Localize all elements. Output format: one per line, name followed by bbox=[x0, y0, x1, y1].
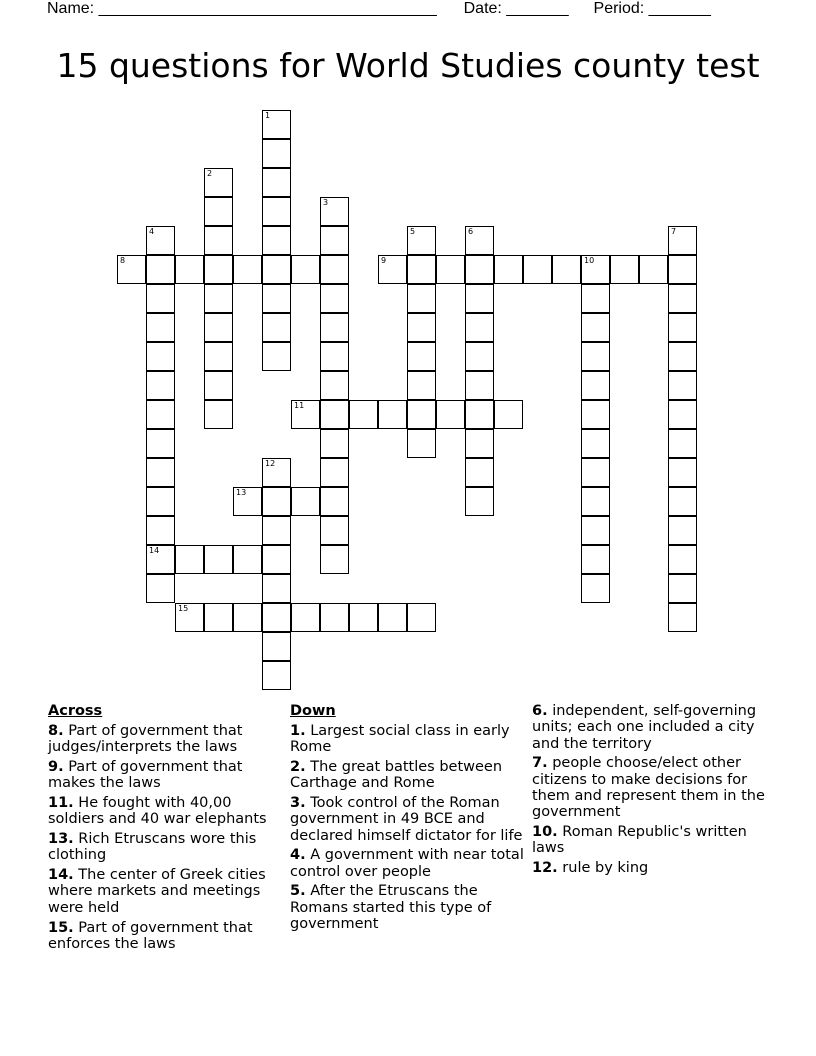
crossword-cell[interactable] bbox=[320, 342, 349, 371]
crossword-cell[interactable] bbox=[668, 255, 697, 284]
clue-text: independent, self-governing units; each one included a city and the territory bbox=[532, 703, 757, 752]
crossword-cell[interactable] bbox=[146, 226, 175, 255]
crossword-cell[interactable] bbox=[581, 313, 610, 342]
crossword-cell[interactable] bbox=[146, 284, 175, 313]
crossword-cell[interactable] bbox=[320, 487, 349, 516]
down-clues-col1 bbox=[290, 703, 525, 932]
period-field[interactable]: Period: _______ bbox=[593, 0, 711, 17]
crossword-cell[interactable] bbox=[465, 284, 494, 313]
crossword-cell[interactable] bbox=[407, 313, 436, 342]
crossword-cell[interactable] bbox=[233, 545, 262, 574]
crossword-cell[interactable] bbox=[668, 574, 697, 603]
crossword-cell[interactable] bbox=[407, 226, 436, 255]
crossword-cell[interactable] bbox=[581, 284, 610, 313]
clue-num: 4. bbox=[290, 847, 306, 864]
clue-number: 2 bbox=[207, 169, 213, 178]
crossword-cell[interactable] bbox=[581, 487, 610, 516]
crossword-cell[interactable] bbox=[204, 400, 233, 429]
crossword-cell[interactable] bbox=[581, 429, 610, 458]
crossword-cell[interactable] bbox=[320, 313, 349, 342]
clue-text: Part of government that makes the laws bbox=[48, 758, 243, 792]
down-clue bbox=[290, 759, 525, 792]
crossword-cell[interactable] bbox=[668, 545, 697, 574]
clue-text: Part of government that judges/interprets the laws bbox=[48, 722, 243, 756]
clue-text: The great battles between Carthage and Rome bbox=[290, 758, 503, 792]
crossword-cell[interactable] bbox=[465, 313, 494, 342]
date-field[interactable]: Date: _______ bbox=[463, 0, 569, 17]
clue-number: 6 bbox=[468, 227, 474, 236]
crossword-cell[interactable] bbox=[262, 197, 291, 226]
clue-number: 8 bbox=[120, 256, 126, 265]
crossword-cell[interactable] bbox=[581, 342, 610, 371]
crossword-cell[interactable] bbox=[581, 371, 610, 400]
crossword-cell[interactable] bbox=[320, 545, 349, 574]
crossword-cell[interactable] bbox=[146, 429, 175, 458]
down-clue bbox=[290, 723, 525, 756]
clue-num: 13. bbox=[48, 831, 74, 848]
crossword-cell[interactable] bbox=[668, 371, 697, 400]
crossword-cell[interactable] bbox=[407, 342, 436, 371]
crossword-cell[interactable] bbox=[262, 226, 291, 255]
clue-text: After the Etruscans the Romans started this type of government bbox=[290, 883, 492, 933]
crossword-cell[interactable] bbox=[204, 284, 233, 313]
down-clue bbox=[290, 883, 525, 932]
clue-text: rule by king bbox=[557, 860, 649, 877]
crossword-cell[interactable] bbox=[465, 226, 494, 255]
crossword-cell[interactable] bbox=[204, 545, 233, 574]
clue-text: He fought with 40,00 soldiers and 40 war elephants bbox=[48, 794, 267, 828]
crossword-cell[interactable] bbox=[320, 429, 349, 458]
crossword-cell[interactable] bbox=[407, 400, 436, 429]
across-clue bbox=[48, 759, 283, 792]
crossword-cell[interactable] bbox=[262, 313, 291, 342]
across-clue bbox=[48, 920, 283, 953]
down-clues-col2 bbox=[532, 703, 772, 876]
crossword-cell[interactable] bbox=[407, 429, 436, 458]
crossword-cell[interactable] bbox=[465, 371, 494, 400]
across-clue bbox=[48, 867, 283, 916]
clue-num: 9. bbox=[48, 758, 64, 775]
clue-text: Rich Etruscans wore this clothing bbox=[48, 831, 257, 864]
crossword-cell[interactable] bbox=[291, 400, 320, 429]
down-clue bbox=[532, 824, 772, 857]
crossword-cell[interactable] bbox=[494, 255, 523, 284]
crossword-cell[interactable] bbox=[146, 255, 175, 284]
down-clue bbox=[532, 860, 772, 876]
crossword-cell[interactable] bbox=[262, 284, 291, 313]
crossword-cell[interactable] bbox=[668, 284, 697, 313]
crossword-cell[interactable] bbox=[320, 458, 349, 487]
clue-text: A government with near total control over people bbox=[290, 847, 524, 880]
crossword-cell[interactable] bbox=[262, 516, 291, 545]
crossword-cell[interactable] bbox=[204, 342, 233, 371]
crossword-cell[interactable] bbox=[668, 429, 697, 458]
crossword-cell[interactable] bbox=[204, 197, 233, 226]
crossword-cell[interactable] bbox=[262, 139, 291, 168]
clue-number: 5 bbox=[410, 227, 416, 236]
clue-number: 7 bbox=[671, 227, 677, 236]
down-clue bbox=[290, 795, 525, 844]
clue-number: 13 bbox=[236, 488, 247, 497]
down-heading: Down bbox=[290, 703, 336, 719]
crossword-cell[interactable] bbox=[407, 284, 436, 313]
across-clues bbox=[48, 703, 283, 952]
crossword-cell[interactable] bbox=[233, 603, 262, 632]
clue-num: 1. bbox=[290, 722, 306, 739]
crossword-cell[interactable] bbox=[146, 545, 175, 574]
crossword-cell[interactable] bbox=[436, 400, 465, 429]
clue-text: The center of Greek cities where markets and meetings were held bbox=[48, 867, 266, 916]
crossword-cell[interactable] bbox=[668, 226, 697, 255]
crossword-cell[interactable] bbox=[291, 255, 320, 284]
crossword-cell[interactable] bbox=[320, 371, 349, 400]
crossword-cell[interactable] bbox=[262, 661, 291, 690]
down-clue bbox=[532, 703, 772, 752]
crossword-cell[interactable] bbox=[465, 255, 494, 284]
clue-num: 3. bbox=[290, 794, 306, 811]
crossword-cell[interactable] bbox=[639, 255, 668, 284]
clue-number: 15 bbox=[178, 604, 189, 613]
crossword-cell[interactable] bbox=[378, 400, 407, 429]
across-clue bbox=[48, 795, 283, 828]
clue-num: 2. bbox=[290, 758, 306, 775]
crossword-cell[interactable] bbox=[262, 110, 291, 139]
crossword-cell[interactable] bbox=[523, 255, 552, 284]
crossword-cell[interactable] bbox=[262, 342, 291, 371]
across-clue bbox=[48, 831, 283, 864]
crossword-cell[interactable] bbox=[668, 603, 697, 632]
crossword-cell[interactable] bbox=[146, 516, 175, 545]
clue-num: 5. bbox=[290, 883, 306, 900]
crossword-cell[interactable] bbox=[407, 603, 436, 632]
crossword-cell[interactable] bbox=[668, 458, 697, 487]
crossword-cell[interactable] bbox=[204, 603, 233, 632]
crossword-cell[interactable] bbox=[668, 313, 697, 342]
clue-num: 11. bbox=[48, 794, 74, 811]
clue-number: 12 bbox=[265, 459, 276, 468]
clue-num: 8. bbox=[48, 722, 64, 739]
clue-number: 4 bbox=[149, 227, 155, 236]
crossword-cell[interactable] bbox=[262, 545, 291, 574]
crossword-cell[interactable] bbox=[465, 342, 494, 371]
crossword-cell[interactable] bbox=[465, 400, 494, 429]
crossword-cell[interactable] bbox=[146, 313, 175, 342]
clue-text: Roman Republic's written laws bbox=[532, 824, 747, 857]
crossword-cell[interactable] bbox=[146, 487, 175, 516]
down-clue bbox=[290, 847, 525, 880]
crossword-cell[interactable] bbox=[262, 487, 291, 516]
crossword-cell[interactable] bbox=[349, 400, 378, 429]
crossword-cell[interactable] bbox=[320, 400, 349, 429]
crossword-cell[interactable] bbox=[581, 255, 610, 284]
crossword-cell[interactable] bbox=[204, 226, 233, 255]
crossword-cell[interactable] bbox=[320, 516, 349, 545]
crossword-cell[interactable] bbox=[146, 371, 175, 400]
crossword-cell[interactable] bbox=[204, 313, 233, 342]
clue-text: people choose/elect other citizens to make decisions for them and represent them in the government bbox=[532, 755, 765, 821]
page-title: 15 questions for World Studies county test bbox=[56, 46, 760, 85]
clue-num: 14. bbox=[48, 867, 74, 884]
clue-number: 3 bbox=[323, 198, 329, 207]
crossword-cell[interactable] bbox=[262, 168, 291, 197]
crossword-cell[interactable] bbox=[233, 255, 262, 284]
clue-text: Largest social class in early Rome bbox=[290, 722, 510, 756]
crossword-cell[interactable] bbox=[146, 574, 175, 603]
clue-number: 9 bbox=[381, 256, 387, 265]
crossword-cell[interactable] bbox=[320, 197, 349, 226]
crossword-cell[interactable] bbox=[581, 545, 610, 574]
crossword-cell[interactable] bbox=[610, 255, 639, 284]
crossword-cell[interactable] bbox=[581, 458, 610, 487]
crossword-cell[interactable] bbox=[291, 603, 320, 632]
crossword-cell[interactable] bbox=[668, 400, 697, 429]
name-field[interactable]: Name: ______________________________________ bbox=[47, 0, 437, 17]
crossword-cell[interactable] bbox=[175, 255, 204, 284]
crossword-cell[interactable] bbox=[204, 168, 233, 197]
crossword-cell[interactable] bbox=[262, 458, 291, 487]
crossword-cell[interactable] bbox=[407, 371, 436, 400]
crossword-cell[interactable] bbox=[465, 487, 494, 516]
crossword-cell[interactable] bbox=[436, 255, 465, 284]
crossword-cell[interactable] bbox=[262, 255, 291, 284]
crossword-cell[interactable] bbox=[552, 255, 581, 284]
clue-number: 10 bbox=[584, 256, 595, 265]
crossword-cell[interactable] bbox=[668, 342, 697, 371]
crossword-cell[interactable] bbox=[233, 487, 262, 516]
clue-num: 12. bbox=[532, 860, 558, 877]
crossword-cell[interactable] bbox=[465, 429, 494, 458]
crossword-cell[interactable] bbox=[320, 284, 349, 313]
crossword-cell[interactable] bbox=[378, 603, 407, 632]
crossword-cell[interactable] bbox=[581, 400, 610, 429]
crossword-cell[interactable] bbox=[291, 487, 320, 516]
crossword-cell[interactable] bbox=[175, 603, 204, 632]
crossword-cell[interactable] bbox=[668, 516, 697, 545]
clue-number: 14 bbox=[149, 546, 160, 555]
crossword-cell[interactable] bbox=[175, 545, 204, 574]
clue-number: 1 bbox=[265, 111, 271, 120]
crossword-cell[interactable] bbox=[407, 255, 436, 284]
crossword-cell[interactable] bbox=[320, 255, 349, 284]
crossword-cell[interactable] bbox=[146, 342, 175, 371]
crossword-cell[interactable] bbox=[262, 574, 291, 603]
crossword-cell[interactable] bbox=[581, 516, 610, 545]
crossword-cell[interactable] bbox=[668, 487, 697, 516]
crossword-cell[interactable] bbox=[117, 255, 146, 284]
crossword-cell[interactable] bbox=[349, 603, 378, 632]
crossword-cell[interactable] bbox=[320, 226, 349, 255]
across-clue bbox=[48, 723, 283, 756]
crossword-cell[interactable] bbox=[320, 603, 349, 632]
clue-num: 10. bbox=[532, 824, 558, 841]
clue-text: Took control of the Roman government in 49 BCE and declared himself dictator for life bbox=[290, 794, 523, 844]
crossword-cell[interactable] bbox=[262, 603, 291, 632]
crossword-cell[interactable] bbox=[204, 371, 233, 400]
crossword-cell[interactable] bbox=[146, 458, 175, 487]
crossword-cell[interactable] bbox=[262, 632, 291, 661]
down-clue bbox=[532, 755, 772, 820]
across-heading: Across bbox=[48, 703, 103, 719]
crossword-cell[interactable] bbox=[465, 458, 494, 487]
crossword-cell[interactable] bbox=[581, 574, 610, 603]
crossword-cell[interactable] bbox=[204, 255, 233, 284]
clue-text: Part of government that enforces the laws bbox=[48, 919, 253, 952]
clue-num: 6. bbox=[532, 703, 548, 719]
clue-num: 15. bbox=[48, 919, 74, 936]
clue-num: 7. bbox=[532, 755, 548, 772]
crossword-cell[interactable] bbox=[146, 400, 175, 429]
clue-number: 11 bbox=[294, 401, 305, 410]
crossword-cell[interactable] bbox=[378, 255, 407, 284]
crossword-cell[interactable] bbox=[494, 400, 523, 429]
